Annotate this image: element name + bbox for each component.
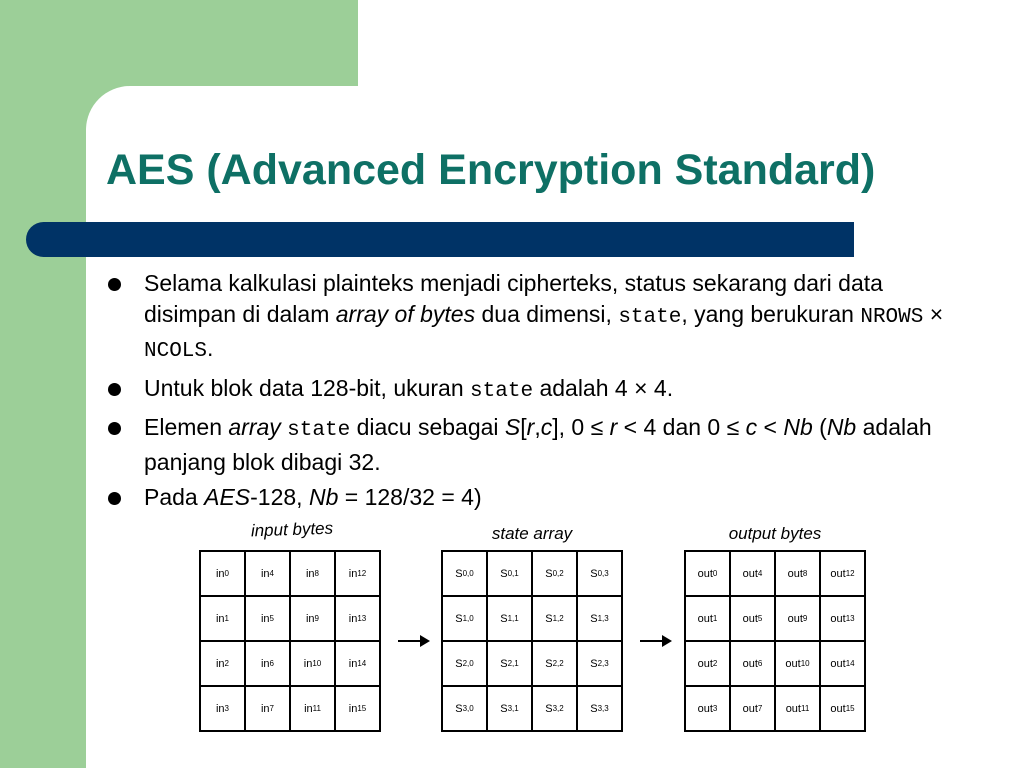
cell-prefix: out <box>742 567 758 580</box>
input-cell <box>336 552 379 595</box>
cell-prefix: in <box>303 657 313 670</box>
state-array-label: state array <box>491 524 573 543</box>
output-cell <box>731 642 774 685</box>
cell-prefix: S <box>545 612 553 625</box>
output-cell <box>821 597 864 640</box>
text: , yang berukuran <box>681 300 861 327</box>
state-cell <box>488 597 531 640</box>
text: dua dimensi, <box>475 300 619 327</box>
cell-index: 3,1 <box>507 704 519 713</box>
arrow-right-icon <box>640 640 670 642</box>
output-cell <box>686 687 729 730</box>
text: Elemen <box>144 414 229 440</box>
text-italic: r <box>609 414 618 440</box>
code-text: NROWS <box>860 305 924 329</box>
text: Selama kalkulasi plainteks menjadi cipherteks, status sekarang dari data disimpan di dalam <box>144 270 883 327</box>
cell-index: 13 <box>845 614 855 623</box>
slide-title: AES (Advanced Encryption Standard) <box>106 146 876 194</box>
input-cell <box>246 642 289 685</box>
cell-prefix: S <box>545 702 553 715</box>
cell-prefix: S <box>455 657 463 670</box>
cell-prefix: S <box>590 702 598 715</box>
state-cell <box>533 642 576 685</box>
text: × <box>923 300 944 327</box>
text: . <box>207 335 214 361</box>
cell-prefix: out <box>742 612 758 625</box>
cell-index: 0,0 <box>462 569 474 578</box>
output-cell <box>731 687 774 730</box>
cell-prefix: out <box>697 567 713 580</box>
cell-index: 11 <box>312 704 321 713</box>
cell-index: 15 <box>845 704 855 713</box>
cell-index: 0 <box>224 569 229 578</box>
output-cell <box>686 552 729 595</box>
input-bytes-label: input bytes <box>250 518 334 541</box>
output-cell <box>821 642 864 685</box>
cell-index: 4 <box>757 569 763 578</box>
cell-index: 2,3 <box>597 659 609 668</box>
cell-prefix: S <box>500 657 508 670</box>
input-cell <box>246 597 289 640</box>
cell-prefix: out <box>787 612 803 625</box>
cell-prefix: S <box>455 702 463 715</box>
state-cell <box>443 597 486 640</box>
cell-prefix: out <box>830 567 846 580</box>
output-cell <box>731 597 774 640</box>
text: < 4 dan 0 ≤ <box>617 414 746 440</box>
text-italic: Nb <box>308 484 339 510</box>
cell-index: 5 <box>269 614 274 623</box>
cell-prefix: out <box>697 657 713 670</box>
cell-prefix: out <box>787 567 803 580</box>
cell-index: 9 <box>802 614 808 623</box>
cell-index: 6 <box>269 659 274 668</box>
cell-index: 12 <box>845 569 855 578</box>
text: = 128/32 = 4) <box>338 484 482 510</box>
cell-prefix: out <box>742 657 758 670</box>
cell-prefix: in <box>215 567 225 580</box>
cell-index: 1 <box>224 614 229 623</box>
cell-index: 12 <box>357 569 367 578</box>
cell-prefix: in <box>215 702 225 715</box>
state-array-grid <box>441 550 623 732</box>
cell-prefix: S <box>590 612 598 625</box>
cell-prefix: in <box>348 702 358 715</box>
cell-index: 8 <box>314 569 319 578</box>
cell-index: 2 <box>224 659 229 668</box>
state-cell <box>578 597 621 640</box>
output-cell <box>776 552 819 595</box>
text: -128, <box>250 484 309 510</box>
text-italic: AES <box>204 484 251 510</box>
cell-index: 2,2 <box>552 659 564 668</box>
state-cell <box>578 642 621 685</box>
text-italic: array <box>228 414 281 440</box>
cell-prefix: in <box>304 702 313 715</box>
cell-prefix: in <box>348 567 358 580</box>
input-bytes-grid <box>199 550 381 732</box>
cell-index: 2 <box>712 659 718 668</box>
cell-index: 3 <box>712 704 718 713</box>
cell-index: 11 <box>800 704 810 713</box>
cell-prefix: in <box>215 657 225 670</box>
cell-index: 6 <box>757 659 763 668</box>
cell-prefix: out <box>785 657 801 670</box>
cell-index: 0,2 <box>552 569 564 578</box>
cell-prefix: S <box>500 612 508 625</box>
state-cell <box>443 687 486 730</box>
cell-index: 13 <box>357 614 367 623</box>
state-cell <box>578 552 621 595</box>
cell-index: 2,0 <box>462 659 474 668</box>
cell-prefix: S <box>545 657 553 670</box>
cell-index: 4 <box>269 569 274 578</box>
cell-index: 14 <box>357 659 367 668</box>
input-cell <box>246 687 289 730</box>
text: diacu sebagai <box>350 414 505 440</box>
state-cell <box>443 552 486 595</box>
cell-prefix: in <box>260 567 270 580</box>
cell-index: 7 <box>757 704 763 713</box>
text: Untuk blok data 128-bit, ukuran <box>144 374 471 401</box>
cell-prefix: in <box>260 612 270 625</box>
cell-prefix: in <box>348 612 358 625</box>
cell-prefix: out <box>830 657 846 670</box>
state-cell <box>533 552 576 595</box>
text: , <box>534 414 541 440</box>
state-cell <box>488 552 531 595</box>
cell-prefix: out <box>785 702 801 715</box>
cell-prefix: S <box>500 702 508 715</box>
cell-index: 2,1 <box>507 659 519 668</box>
cell-index: 10 <box>800 659 810 668</box>
text-italic: r <box>526 414 535 440</box>
cell-prefix: S <box>545 567 553 580</box>
cell-prefix: in <box>305 567 315 580</box>
cell-prefix: in <box>215 612 225 625</box>
cell-index: 3,2 <box>552 704 564 713</box>
output-cell <box>686 597 729 640</box>
output-cell <box>686 642 729 685</box>
cell-index: 1 <box>712 614 718 623</box>
cell-index: 3 <box>224 704 229 713</box>
cell-prefix: in <box>260 657 270 670</box>
cell-prefix: S <box>590 567 598 580</box>
cell-index: 14 <box>845 659 855 668</box>
text: adalah 4 × 4. <box>533 374 674 401</box>
cell-index: 0,3 <box>597 569 609 578</box>
input-cell <box>336 597 379 640</box>
input-cell <box>201 687 244 730</box>
cell-index: 8 <box>802 569 808 578</box>
cell-prefix: S <box>455 612 463 625</box>
arrow-right-icon <box>398 640 428 642</box>
output-cell <box>776 597 819 640</box>
cell-prefix: in <box>305 612 315 625</box>
output-bytes-grid <box>684 550 866 732</box>
cell-prefix: out <box>742 702 758 715</box>
state-cell <box>488 642 531 685</box>
cell-index: 5 <box>757 614 763 623</box>
text-italic: S <box>504 414 521 440</box>
cell-prefix: out <box>830 702 846 715</box>
text-italic: c <box>745 414 758 440</box>
cell-index: 9 <box>314 614 319 623</box>
text-italic: array of bytes <box>335 300 476 327</box>
cell-prefix: out <box>697 612 713 625</box>
input-cell <box>291 597 334 640</box>
cell-index: 10 <box>312 659 322 668</box>
text: Pada <box>144 484 205 510</box>
output-cell <box>731 552 774 595</box>
state-cell <box>488 687 531 730</box>
text: < <box>757 414 784 440</box>
cell-index: 1,2 <box>552 614 564 623</box>
output-cell <box>776 642 819 685</box>
text: [ <box>520 414 527 440</box>
text: adalah panjang blok dibagi 32. <box>144 414 932 475</box>
text: ( <box>812 414 827 440</box>
cell-index: 0 <box>712 569 718 578</box>
cell-index: 0,1 <box>507 569 519 578</box>
output-cell <box>821 552 864 595</box>
input-cell <box>201 642 244 685</box>
cell-index: 1,3 <box>597 614 609 623</box>
text-italic: Nb <box>826 414 857 440</box>
output-cell <box>821 687 864 730</box>
output-bytes-label: output bytes <box>728 524 822 543</box>
input-cell <box>291 687 334 730</box>
cell-index: 1,0 <box>462 614 474 623</box>
cell-index: 15 <box>357 704 367 713</box>
text-italic: c <box>540 414 553 440</box>
code-text: NCOLS <box>144 340 208 363</box>
cell-index: 3,3 <box>597 704 609 713</box>
text: ], 0 ≤ <box>552 414 610 440</box>
cell-index: 7 <box>269 704 274 713</box>
input-cell <box>201 597 244 640</box>
cell-prefix: in <box>348 657 358 670</box>
code-text: state <box>287 419 351 442</box>
cell-prefix: S <box>500 567 508 580</box>
input-cell <box>291 642 334 685</box>
input-cell <box>201 552 244 595</box>
state-cell <box>533 687 576 730</box>
state-cell <box>578 687 621 730</box>
output-cell <box>776 687 819 730</box>
state-cell <box>533 597 576 640</box>
cell-prefix: S <box>590 657 598 670</box>
cell-index: 3,0 <box>462 704 474 713</box>
state-cell <box>443 642 486 685</box>
cell-prefix: in <box>260 702 270 715</box>
input-cell <box>291 552 334 595</box>
input-cell <box>336 687 379 730</box>
cell-prefix: S <box>455 567 463 580</box>
cell-prefix: out <box>830 612 846 625</box>
cell-prefix: out <box>697 702 713 715</box>
input-cell <box>246 552 289 595</box>
cell-index: 1,1 <box>507 614 519 623</box>
code-text: state <box>470 379 534 403</box>
text-italic: Nb <box>783 414 813 440</box>
input-cell <box>336 642 379 685</box>
code-text: state <box>618 305 682 329</box>
